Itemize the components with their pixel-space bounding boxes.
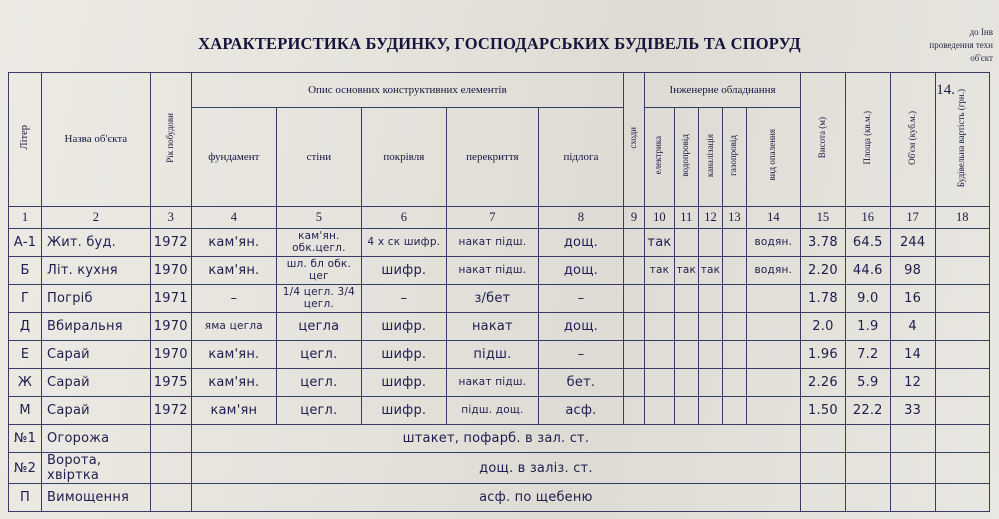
cell-liter: №2	[9, 453, 42, 484]
cell-area	[845, 484, 890, 512]
cell-floor: бет.	[538, 369, 623, 397]
top-right-line-3: об'єкт	[970, 53, 993, 64]
header-foundation: фундамент	[191, 108, 276, 207]
cell-water	[674, 369, 698, 397]
cell-area: 22.2	[845, 397, 890, 425]
cell-water	[674, 313, 698, 341]
cell-ceiling: накат підш.	[446, 257, 538, 285]
table-row	[9, 313, 990, 341]
cell-heating	[746, 397, 800, 425]
cell-foundation: кам'ян	[191, 397, 276, 425]
cell-volume: 14	[890, 341, 935, 369]
table-row	[9, 229, 990, 257]
cell-height	[801, 453, 846, 484]
header-gas: газопровід	[723, 108, 747, 207]
cell-walls: 1/4 цегл. 3/4 цегл.	[276, 285, 361, 313]
cell-foundation: кам'ян.	[191, 257, 276, 285]
cell-liter: Г	[9, 285, 42, 313]
header-floor: підлога	[538, 108, 623, 207]
cell-heating: водян.	[746, 229, 800, 257]
cell-roof: шифр.	[361, 257, 446, 285]
cell-foundation: яма цегла	[191, 313, 276, 341]
cell-height: 3.78	[801, 229, 846, 257]
cell-area: 9.0	[845, 285, 890, 313]
header-area: Площа (кв.м.)	[845, 73, 890, 207]
cell-area	[845, 453, 890, 484]
cell-year: 1970	[150, 313, 191, 341]
cell-year: 1970	[150, 257, 191, 285]
table-row-gate	[9, 453, 990, 484]
cell-walls: цегл.	[276, 397, 361, 425]
colnum-10: 10	[645, 207, 675, 229]
colnum-12: 12	[698, 207, 722, 229]
cell-name: Вбиральня	[42, 313, 151, 341]
cell-volume: 4	[890, 313, 935, 341]
header-year: Рік побудови	[150, 73, 191, 207]
cell-height: 1.96	[801, 341, 846, 369]
cell-electricity	[645, 341, 675, 369]
cell-area: 1.9	[845, 313, 890, 341]
header-group-engineering: Інженерне обладнання	[645, 73, 801, 108]
table-row	[9, 257, 990, 285]
cell-heating: водян.	[746, 257, 800, 285]
cell-height: 2.26	[801, 369, 846, 397]
cell-name: Ворота, хвіртка	[42, 453, 151, 484]
cell-water	[674, 285, 698, 313]
cell-area: 5.9	[845, 369, 890, 397]
cell-foundation: –	[191, 285, 276, 313]
column-number-row	[9, 207, 990, 229]
cell-ceiling: з/бет	[446, 285, 538, 313]
cell-heating	[746, 313, 800, 341]
cell-year: 1975	[150, 369, 191, 397]
cell-electricity	[645, 369, 675, 397]
cell-liter: Ж	[9, 369, 42, 397]
cell-stairs	[623, 397, 644, 425]
colnum-6: 6	[361, 207, 446, 229]
header-roof: покрівля	[361, 108, 446, 207]
header-height: Висота (м)	[801, 73, 846, 207]
cell-floor: –	[538, 285, 623, 313]
cell-ceiling: накат підш.	[446, 369, 538, 397]
cell-year: 1972	[150, 397, 191, 425]
cell-name: Сарай	[42, 397, 151, 425]
cell-cost	[935, 484, 989, 512]
cell-year: 1971	[150, 285, 191, 313]
cell-year	[150, 425, 191, 453]
cell-area: 64.5	[845, 229, 890, 257]
page-title: ХАРАКТЕРИСТИКА БУДИНКУ, ГОСПОДАРСЬКИХ БУДІВЕЛЬ ТА СПОРУД	[198, 34, 801, 53]
cell-cost	[935, 313, 989, 341]
cell-cost	[935, 369, 989, 397]
cell-water	[674, 397, 698, 425]
header-stairs: сходи	[623, 73, 644, 207]
table-row-pavement	[9, 484, 990, 512]
cell-walls: кам'ян. обк.цегл.	[276, 229, 361, 257]
top-right-line-1: до Інв	[969, 27, 993, 37]
cell-volume: 16	[890, 285, 935, 313]
header-walls: стіни	[276, 108, 361, 207]
cell-water	[674, 229, 698, 257]
cell-stairs	[623, 341, 644, 369]
table-row	[9, 341, 990, 369]
cell-year	[150, 484, 191, 512]
cell-electricity	[645, 313, 675, 341]
cell-description: дощ. в заліз. ст.	[191, 453, 800, 484]
cell-name: Жит. буд.	[42, 229, 151, 257]
cell-area	[845, 425, 890, 453]
cell-walls: цегл.	[276, 369, 361, 397]
cell-name: Сарай	[42, 341, 151, 369]
cell-roof: шифр.	[361, 397, 446, 425]
table-header-group-row	[9, 73, 990, 108]
cell-electricity: так	[645, 229, 675, 257]
cell-sewer	[698, 285, 722, 313]
header-sewer: каналізація	[698, 108, 722, 207]
cell-ceiling: накат підш.	[446, 229, 538, 257]
cell-walls: шл. бл обк. цег	[276, 257, 361, 285]
cell-volume: 98	[890, 257, 935, 285]
cell-foundation: кам'ян.	[191, 229, 276, 257]
cell-sewer	[698, 229, 722, 257]
cell-stairs	[623, 313, 644, 341]
cell-foundation: кам'ян.	[191, 369, 276, 397]
header-volume: Об'єм (куб.м.)	[890, 73, 935, 207]
cell-year: 1972	[150, 229, 191, 257]
cell-gas	[723, 257, 747, 285]
cell-sewer	[698, 369, 722, 397]
colnum-8: 8	[538, 207, 623, 229]
cell-description: асф. по щебеню	[191, 484, 800, 512]
cell-ceiling: накат	[446, 313, 538, 341]
cell-roof: –	[361, 285, 446, 313]
table-row-fence	[9, 425, 990, 453]
cell-cost	[935, 229, 989, 257]
cell-name: Вимощення	[42, 484, 151, 512]
cell-cost	[935, 397, 989, 425]
cell-height: 2.0	[801, 313, 846, 341]
cell-height: 1.50	[801, 397, 846, 425]
colnum-17: 17	[890, 207, 935, 229]
header-cost: Будівельна вартість (грн.)	[935, 73, 989, 207]
cell-area: 7.2	[845, 341, 890, 369]
cell-year: 1970	[150, 341, 191, 369]
colnum-2: 2	[42, 207, 151, 229]
cell-gas	[723, 397, 747, 425]
cell-cost	[935, 257, 989, 285]
cell-roof: шифр.	[361, 313, 446, 341]
cell-electricity	[645, 285, 675, 313]
colnum-14: 14	[746, 207, 800, 229]
cell-water: так	[674, 257, 698, 285]
cell-roof: шифр.	[361, 369, 446, 397]
cell-name: Літ. кухня	[42, 257, 151, 285]
cell-roof: 4 х ск шифр.	[361, 229, 446, 257]
cell-description: штакет, пофарб. в зал. ст.	[191, 425, 800, 453]
cell-name: Огорожа	[42, 425, 151, 453]
cell-volume: 33	[890, 397, 935, 425]
cell-floor: асф.	[538, 397, 623, 425]
cell-volume	[890, 425, 935, 453]
cell-electricity: так	[645, 257, 675, 285]
cell-liter: М	[9, 397, 42, 425]
cell-water	[674, 341, 698, 369]
cell-sewer	[698, 313, 722, 341]
cell-floor: дощ.	[538, 229, 623, 257]
cell-liter: А-1	[9, 229, 42, 257]
header-name: Назва об'єкта	[42, 73, 151, 207]
cell-liter: Е	[9, 341, 42, 369]
cell-electricity	[645, 397, 675, 425]
colnum-16: 16	[845, 207, 890, 229]
colnum-13: 13	[723, 207, 747, 229]
cell-liter: Д	[9, 313, 42, 341]
table-row	[9, 285, 990, 313]
cell-cost	[935, 285, 989, 313]
cell-gas	[723, 313, 747, 341]
cell-sewer	[698, 397, 722, 425]
top-right-note	[929, 26, 993, 65]
cell-stairs	[623, 229, 644, 257]
cell-gas	[723, 369, 747, 397]
header-heating: вид опалення	[746, 108, 800, 207]
cell-floor: дощ.	[538, 257, 623, 285]
colnum-15: 15	[801, 207, 846, 229]
colnum-7: 7	[446, 207, 538, 229]
colnum-11: 11	[674, 207, 698, 229]
cell-area: 44.6	[845, 257, 890, 285]
cell-sewer	[698, 341, 722, 369]
cell-liter: П	[9, 484, 42, 512]
cell-heating	[746, 285, 800, 313]
cell-walls: цегла	[276, 313, 361, 341]
cell-stairs	[623, 369, 644, 397]
cell-volume: 12	[890, 369, 935, 397]
header-group-elements: Опис основних конструктивних елементів	[191, 73, 623, 108]
cell-sewer: так	[698, 257, 722, 285]
cell-heating	[746, 341, 800, 369]
cell-height	[801, 484, 846, 512]
header-ceiling: перекриття	[446, 108, 538, 207]
colnum-9: 9	[623, 207, 644, 229]
cell-height: 1.78	[801, 285, 846, 313]
cell-foundation: кам'ян.	[191, 341, 276, 369]
characteristics-table	[8, 72, 990, 512]
cell-liter: Б	[9, 257, 42, 285]
cell-year	[150, 453, 191, 484]
header-electricity: електрика	[645, 108, 675, 207]
cell-volume	[890, 484, 935, 512]
page-number: 14.	[936, 82, 955, 98]
cell-volume: 244	[890, 229, 935, 257]
cell-floor: дощ.	[538, 313, 623, 341]
colnum-3: 3	[150, 207, 191, 229]
cell-gas	[723, 285, 747, 313]
table-row	[9, 397, 990, 425]
cell-cost	[935, 453, 989, 484]
cell-liter: №1	[9, 425, 42, 453]
cell-walls: цегл.	[276, 341, 361, 369]
cell-gas	[723, 229, 747, 257]
cell-cost	[935, 425, 989, 453]
colnum-4: 4	[191, 207, 276, 229]
cell-stairs	[623, 285, 644, 313]
cell-volume	[890, 453, 935, 484]
cell-gas	[723, 341, 747, 369]
cell-roof: шифр.	[361, 341, 446, 369]
cell-ceiling: підш. дощ.	[446, 397, 538, 425]
header-liter: Літер	[9, 73, 42, 207]
colnum-5: 5	[276, 207, 361, 229]
cell-stairs	[623, 257, 644, 285]
top-right-line-2: проведення техн	[929, 40, 993, 51]
cell-ceiling: підш.	[446, 341, 538, 369]
colnum-18: 18	[935, 207, 989, 229]
table-row	[9, 369, 990, 397]
cell-cost	[935, 341, 989, 369]
cell-heating	[746, 369, 800, 397]
header-water: водопровід	[674, 108, 698, 207]
cell-height: 2.20	[801, 257, 846, 285]
cell-name: Погріб	[42, 285, 151, 313]
cell-name: Сарай	[42, 369, 151, 397]
colnum-1: 1	[9, 207, 42, 229]
cell-floor: –	[538, 341, 623, 369]
cell-height	[801, 425, 846, 453]
